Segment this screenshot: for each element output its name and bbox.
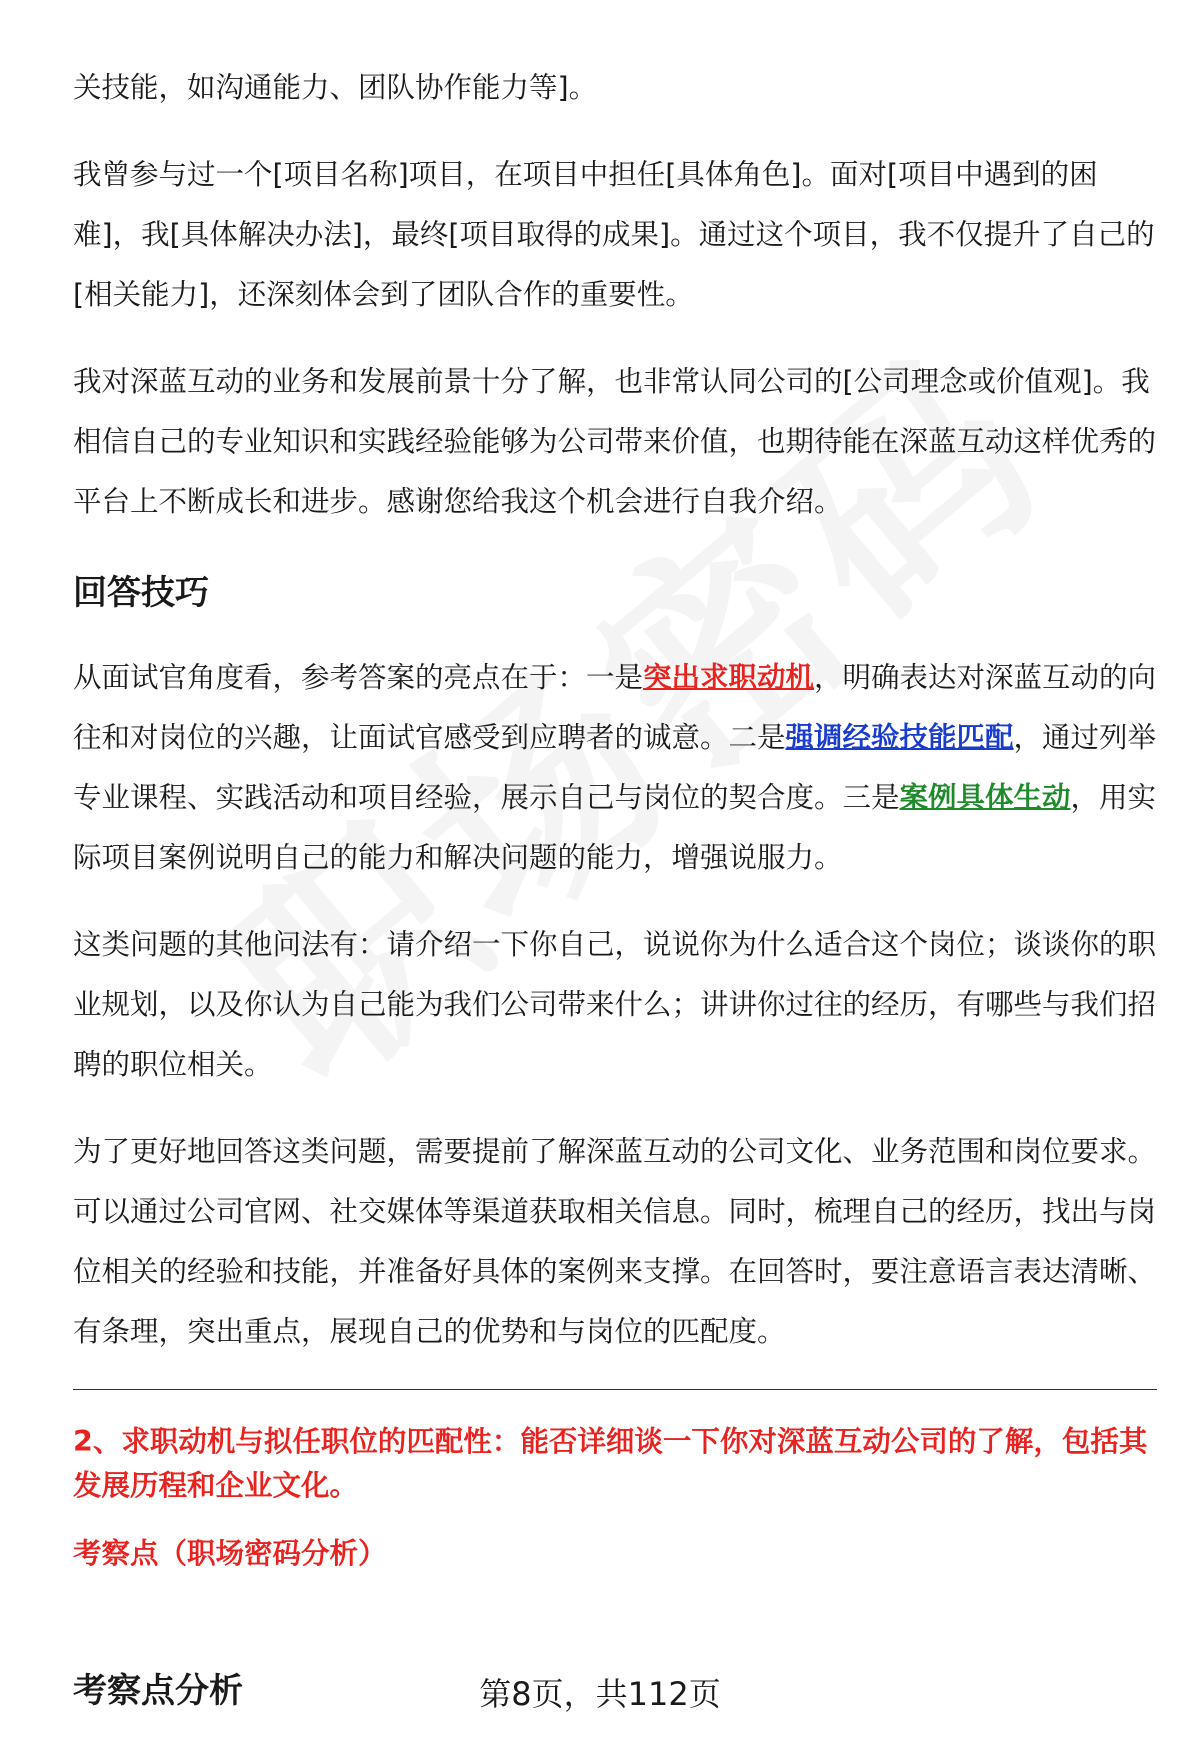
highlight-skill-match: 强调经验技能匹配	[785, 721, 1014, 754]
tips-text: ，通过列举专业课程、实践活动和项目经验，展示自己与岗位的契合度。三是	[73, 721, 1157, 814]
sub-heading: 考察点（职场密码分析）	[73, 1537, 387, 1570]
document-body	[73, 58, 1159, 1576]
tips-text: ，明确表达对深蓝互动的向往和对岗位的兴趣，让面试官感受到应聘者的诚意。二是	[73, 661, 1157, 754]
paragraph: 关技能，如沟通能力、团队协作能力等]。	[73, 71, 598, 104]
paragraph: 为了更好地回答这类问题，需要提前了解深蓝互动的公司文化、业务范围和岗位要求。可以通过公司官网、社交媒体等渠道获取相关信息。同时，梳理自己的经历，找出与岗位相关的经验和技能，并准备好具体的案例来支撑。在回答时，要注意语言表达清晰、有条理，突出重点，展现自己的优势和与岗位的匹配度。	[73, 1135, 1157, 1348]
tips-text: ，用实际项目案例说明自己的能力和解决问题的能力，增强说服力。	[73, 781, 1157, 874]
highlight-motivation: 突出求职动机	[643, 661, 815, 694]
divider	[73, 1389, 1157, 1390]
paragraph: 这类问题的其他问法有：请介绍一下你自己，说说你为什么适合这个岗位；谈谈你的职业规划，以及你认为自己能为我们公司带来什么；讲讲你过往的经历，有哪些与我们招聘的职位相关。	[73, 928, 1157, 1081]
question-title: 2、求职动机与拟任职位的匹配性：能否详细谈一下你对深蓝互动公司的了解，包括其发展历程和企业文化。	[73, 1425, 1148, 1502]
page-footer: 第8页，共112页	[479, 1675, 721, 1713]
highlight-case: 案例具体生动	[899, 781, 1071, 814]
paragraph: 我曾参与过一个[项目名称]项目，在项目中担任[具体角色]。面对[项目中遇到的困难]，我[具体解决办法]，最终[项目取得的成果]。通过这个项目，我不仅提升了自己的[相关能力]，还深刻体会到了团队合作的重要性。	[73, 158, 1155, 311]
paragraph: 我对深蓝互动的业务和发展前景十分了解，也非常认同公司的[公司理念或价值观]。我相信自己的专业知识和实践经验能够为公司带来价值，也期待能在深蓝互动这样优秀的平台上不断成长和进步。感谢您给我这个机会进行自我介绍。	[73, 365, 1157, 518]
tips-text: 从面试官角度看，参考答案的亮点在于：一是	[73, 661, 644, 694]
cut-off-heading-text: 考察点分析	[73, 1671, 243, 1711]
tips-paragraph	[73, 648, 1159, 888]
section-heading: 回答技巧	[73, 573, 209, 613]
